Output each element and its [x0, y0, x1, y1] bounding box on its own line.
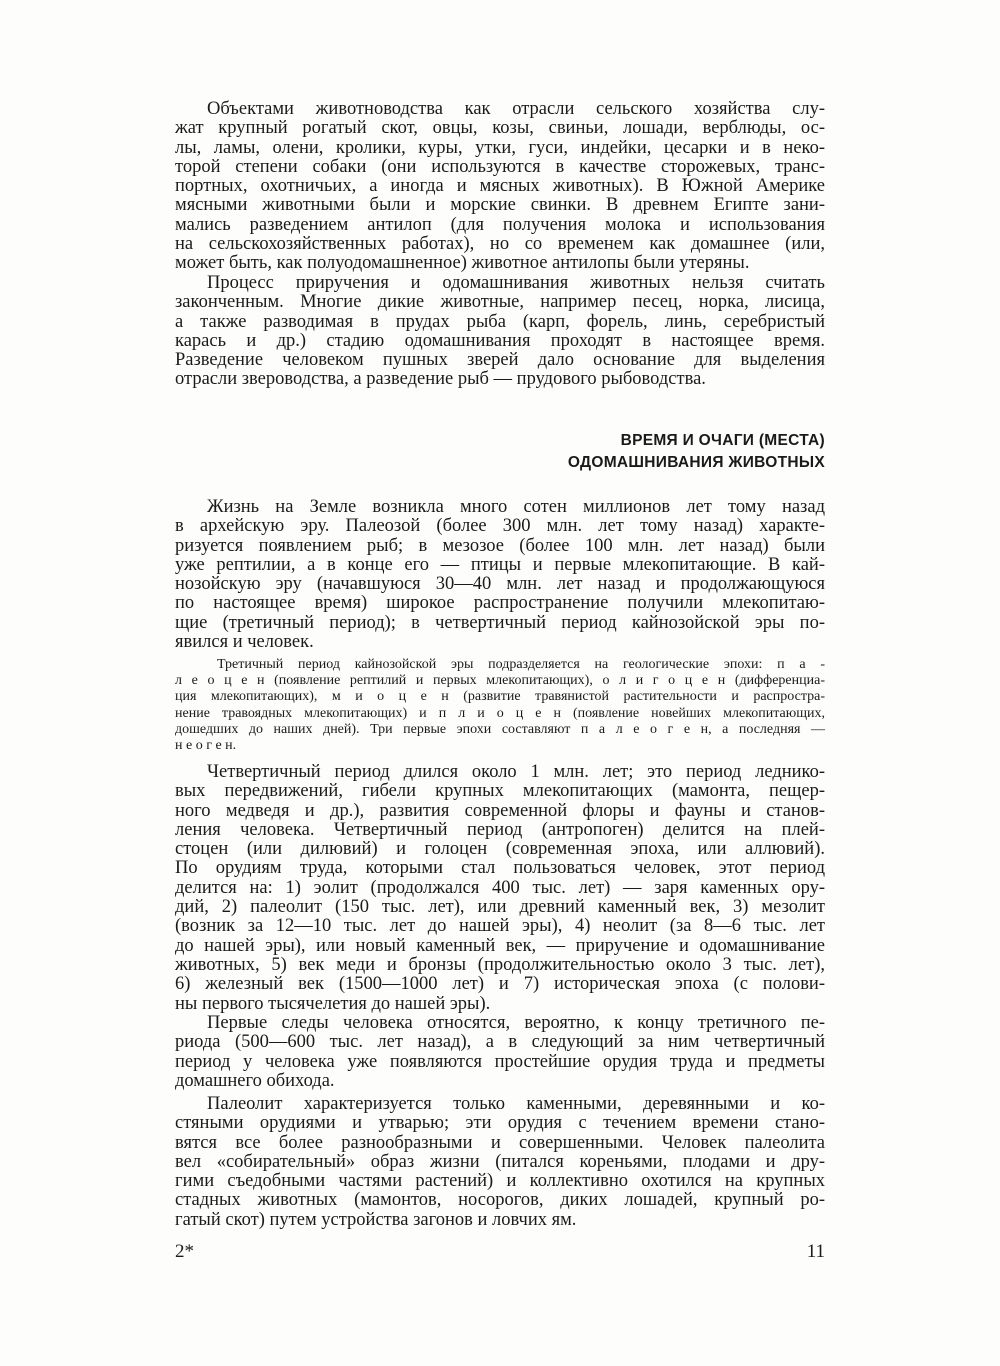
- text-line: Первые следы человека относятся, вероятно, к концу третичного пе-: [207, 1013, 825, 1033]
- text-line: Процесс приручения и одомашнивания животных нельзя считать: [207, 273, 825, 293]
- text-line: ного медведя и др.), развития современной флоры и фауны и станов-: [175, 800, 825, 821]
- text-line: домашнего обихода.: [175, 1070, 335, 1091]
- paragraph-first-human-traces: [175, 1014, 825, 1091]
- note-tertiary-period: [175, 657, 825, 754]
- text-line: лы, ламы, олени, кролики, куры, утки, гуси, индейки, цесарки и в неко-: [175, 137, 825, 158]
- text-line: Палеолит характеризуется только каменными, деревянными и ко-: [207, 1094, 825, 1114]
- text-line: явился и человек.: [175, 632, 314, 653]
- section-heading: [568, 430, 825, 474]
- paragraph-life-on-earth: [175, 498, 825, 652]
- text-line: вятся все более разнообразными и совершенными. Человек палеолита: [175, 1132, 825, 1153]
- text-line: стадных животных (мамонтов, носорогов, диких лошадей, крупный ро-: [175, 1190, 825, 1211]
- text-line: стоцен (или дилювий) и голоцен (современная эпоха, или аллювий).: [175, 839, 825, 860]
- text-line: нение травоядных млекопитающих) и п л и о ц е н (появление новейших млекопитающих,: [175, 705, 825, 721]
- section-heading-line-1: ВРЕМЯ И ОЧАГИ (МЕСТА): [620, 432, 825, 449]
- text-line: животных, 5) век меди и бронзы (продолжительностью около 3 тыс. лет),: [175, 954, 825, 975]
- text-line: нозойскую эру (начавшуюся 30—40 млн. лет назад и продолжающуюся: [175, 574, 825, 595]
- text-line: По орудиям труда, которыми стал пользоваться человек, этот период: [175, 858, 825, 879]
- text-line: мались разведением антилоп (для получения молока и использования: [175, 214, 825, 235]
- text-line: стяными орудиями и утварью; эти орудия с течением времени стано-: [175, 1113, 825, 1134]
- text-line: карась и др.) стадию одомашнивания проходят в настоящее время.: [175, 330, 825, 351]
- text-line: ризуется появлением рыб; в мезозое (более 100 млн. лет назад) были: [175, 535, 825, 556]
- text-line: вых передвижений, гибели крупных млекопитающих (мамонта, пещер-: [175, 781, 825, 802]
- text-line: л е о ц е н (появление рептилий и первых млекопитающих), о л и г о ц е н (дифференциа-: [175, 673, 825, 689]
- text-line: 6) железный век (1500—1000 лет) и 7) историческая эпоха (с полови-: [175, 974, 825, 995]
- page-number: 11: [806, 1241, 825, 1262]
- text-line: ция млекопитающих), м и о ц е н (развитие травянистой растительности и распростра-: [175, 689, 825, 705]
- text-line: мясными животными были и морские свинки. В древнем Египте зани-: [175, 195, 825, 216]
- text-line: а также разводимая в прудах рыба (карп, форель, линь, серебристый: [175, 311, 825, 332]
- text-line: жат крупный рогатый скот, овцы, козы, свиньи, лошади, верблюды, ос-: [175, 118, 825, 139]
- text-line: н е о г е н.: [175, 737, 237, 753]
- text-line: портных, охотничьих, а иногда и мясных животных). В Южной Америке: [175, 176, 825, 197]
- text-line: дошедших до наших дней). Три первые эпохи составляют п а л е о г е н, а последняя —: [175, 721, 825, 737]
- text-line: ления человека. Четвертичный период (антропоген) делится на плей-: [175, 819, 825, 840]
- paragraph-domestication-process: [175, 274, 825, 390]
- text-line: уже рептилии, а в конце его — птицы и первые млекопитающие. В кай-: [175, 554, 825, 575]
- text-line: дий, 2) палеолит (150 тыс. лет), или древний каменный век, 3) мезолит: [175, 897, 825, 918]
- section-heading-line-2: ОДОМАШНИВАНИЯ ЖИВОТНЫХ: [567, 454, 825, 471]
- text-line: торой степени собаки (они используются в качестве сторожевых, транс-: [175, 156, 825, 177]
- paragraph-quaternary-period: [175, 763, 825, 1014]
- text-line: гатый скот) путем устройства загонов и ловчих ям.: [175, 1209, 577, 1230]
- text-line: вел «собирательный» образ жизни (питался кореньями, плодами и дру-: [175, 1151, 825, 1172]
- text-line: Объектами животноводства как отрасли сельского хозяйства слу-: [207, 99, 825, 119]
- text-line: риода (500—600 тыс. лет назад), а в следующий за ним четвертичный: [175, 1032, 825, 1053]
- text-line: ны первого тысячелетия до нашей эры).: [175, 993, 491, 1014]
- text-line: Четвертичный период длился около 1 млн. лет; это период леднико-: [207, 762, 825, 782]
- printer-signature-mark: 2*: [175, 1241, 194, 1262]
- text-line: Жизнь на Земле возникла много сотен миллионов лет тому назад: [207, 497, 825, 517]
- paragraph-paleolithic: [175, 1095, 825, 1230]
- text-line: гими съедобными частями растений) и коллективно охотился на крупных: [175, 1171, 825, 1192]
- text-line: делится на: 1) эолит (продолжался 400 тыс. лет) — заря каменных ору-: [175, 877, 825, 898]
- text-line: по настоящее время) широкое распространение получили млекопитаю-: [175, 593, 825, 614]
- text-line: может быть, как полуодомашненное) животное антилопы были утеряны.: [175, 253, 750, 274]
- text-line: до нашей эры), или новый каменный век, — приручение и одомашнивание: [175, 935, 825, 956]
- paragraph-livestock-objects: [175, 100, 825, 274]
- text-line: Разведение человеком пушных зверей дало основание для выделения: [175, 350, 825, 371]
- text-line: Третичный период кайнозойской эры подразделяется на геологические эпохи: п а -: [217, 657, 825, 672]
- text-line: период у человека уже появляются простейшие орудия труда и предметы: [175, 1051, 825, 1072]
- text-line: (возник за 12—10 тыс. лет до нашей эры), 4) неолит (за 8—6 тыс. лет: [175, 916, 825, 937]
- text-line: отрасли звероводства, а разведение рыб — прудового рыбоводства.: [175, 369, 706, 390]
- text-line: законченным. Многие дикие животные, например песец, норка, лисица,: [175, 292, 825, 313]
- text-line: в архейскую эру. Палеозой (более 300 млн. лет тому назад) характе-: [175, 516, 825, 537]
- text-line: на сельскохозяйственных работах), но со временем как домашнее (или,: [175, 234, 825, 255]
- text-line: щие (третичный период); в четвертичный период кайнозойской эры по-: [175, 612, 825, 633]
